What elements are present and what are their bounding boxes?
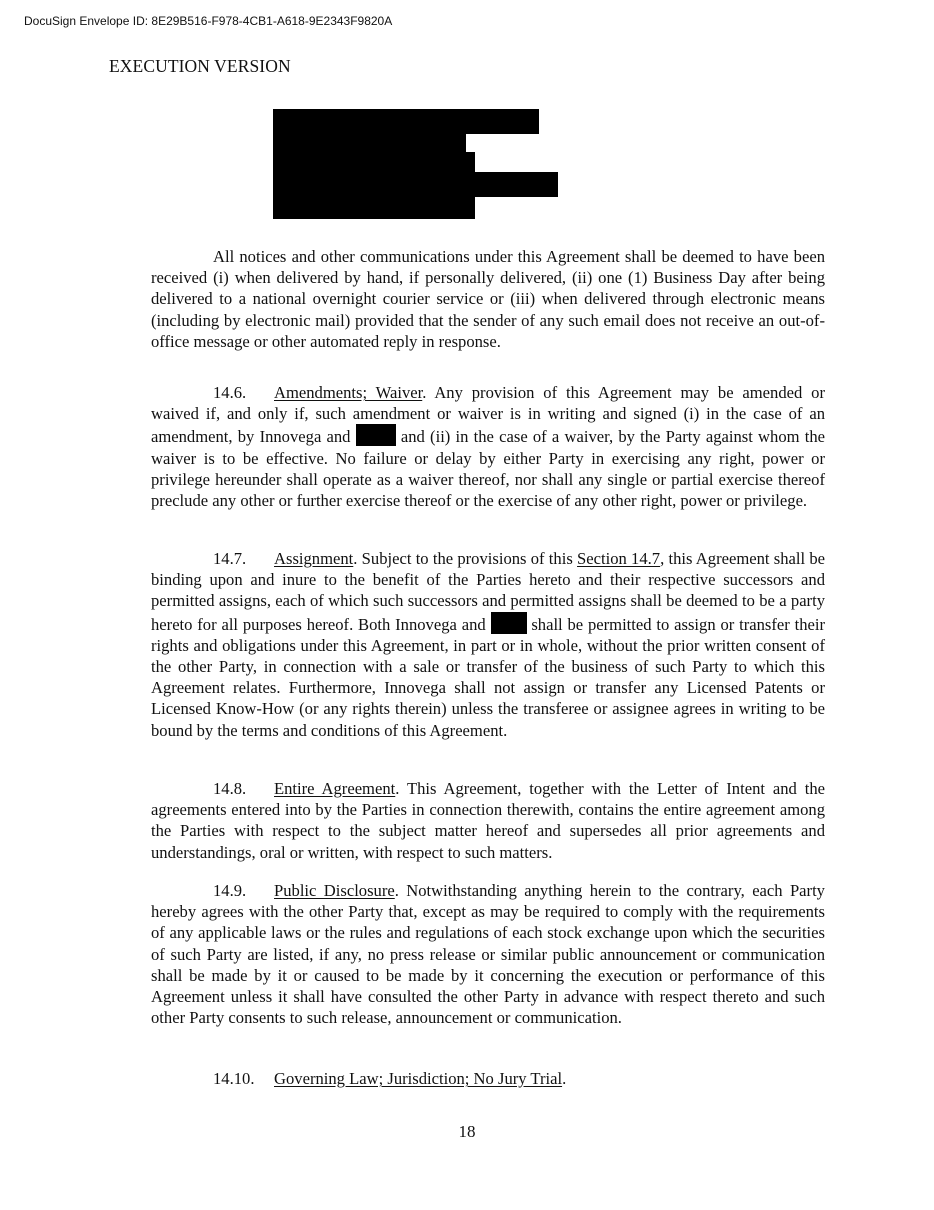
- section-number: 14.6.: [213, 383, 247, 402]
- section-14-10: 14.10. Governing Law; Jurisdiction; No Jury Trial.: [213, 1069, 567, 1088]
- redaction-bar: [273, 109, 539, 134]
- page-number: 18: [458, 1122, 476, 1141]
- redaction-bar: [273, 152, 475, 173]
- redacted-party-name: [491, 612, 527, 634]
- redacted-party-name: [356, 424, 396, 446]
- section-number: 14.7.: [213, 549, 247, 568]
- envelope-id: DocuSign Envelope ID: 8E29B516-F978-4CB1-A618-9E2343F9820A: [24, 14, 393, 28]
- section-heading: Governing Law; Jurisdiction; No Jury Trial: [274, 1069, 563, 1088]
- section-number: 14.8.: [213, 779, 247, 798]
- section-number: 14.10.: [213, 1069, 255, 1088]
- redaction-bar: [273, 133, 466, 153]
- section-heading: Amendments; Waiver: [274, 383, 423, 402]
- section-14-9: 14.9. Public Disclosure. Notwithstanding anything herein to the contrary, each Party hereby agrees with the other Party that, except as may be required to comply with the requirements of any applicable laws or the rules and regulations of each stock exchange upon which the securities of such Party are listed, if any, no press release or similar public announcement or communication shall be made by it or caused to be made by it concerning the execution or performance of this Agreement unless it shall have consulted the other Party in advance with respect thereto and such other Party consents to such release, announcement or communication.: [151, 881, 825, 1028]
- redaction-bar: [273, 196, 475, 219]
- section-heading: Assignment: [274, 549, 354, 568]
- section-reference: Section 14.7: [577, 549, 661, 568]
- section-14-6: 14.6. Amendments; Waiver. Any provision of this Agreement may be amended or waived if, and only if, such amendment or waiver is in writing and signed (i) in the case of an amendment, by Innovega and and (ii) in the case of a waiver, by the Party against whom the waiver is to be effective. No failure or delay by either Party in exercising any right, power or privilege hereunder shall operate as a waiver thereof, nor shall any single or partial exercise thereof preclude any other or further exercise thereof or the exercise of any other right, power or privilege.: [151, 383, 826, 511]
- execution-version-label: EXECUTION VERSION: [109, 56, 291, 76]
- section-heading: Public Disclosure: [274, 881, 395, 900]
- section-14-7: 14.7. Assignment. Subject to the provisions of this Section 14.7, this Agreement shall be binding upon and inure to the benefit of the Parties hereto and their respective successors and permitted assigns, each of which such successors and permitted assigns shall be deemed to be a party hereto for all purposes hereof. Both Innovega and shall be permitted to assign or transfer their rights and obligations under this Agreement, in part or in whole, without the prior written consent of the other Party, in connection with a sale or transfer of the business of such Party to which this Agreement relates. Furthermore, Innovega shall not assign or transfer any Licensed Patents or Licensed Know-How (or any rights therein) unless the transferee or assignee agrees in writing to be bound by the terms and conditions of this Agreement.: [151, 549, 825, 740]
- redaction-bar: [273, 172, 558, 197]
- section-heading: Entire Agreement: [274, 779, 396, 798]
- section-number: 14.9.: [213, 881, 247, 900]
- section-14-8: 14.8. Entire Agreement. This Agreement, together with the Letter of Intent and the agreements entered into by the Parties in connection therewith, contains the entire agreement among the Parties with respect to the subject matter hereof and supersedes all prior agreements and understandings, oral or written, with respect to such matters.: [151, 779, 826, 862]
- notices-paragraph: All notices and other communications under this Agreement shall be deemed to have been received (i) when delivered by hand, if personally delivered, (ii) one (1) Business Day after being delivered to a national overnight courier service or (iii) when delivered through electronic means (including by electronic mail) provided that the sender of any such email does not receive an out-of-office message or other automated reply in response.: [151, 247, 825, 351]
